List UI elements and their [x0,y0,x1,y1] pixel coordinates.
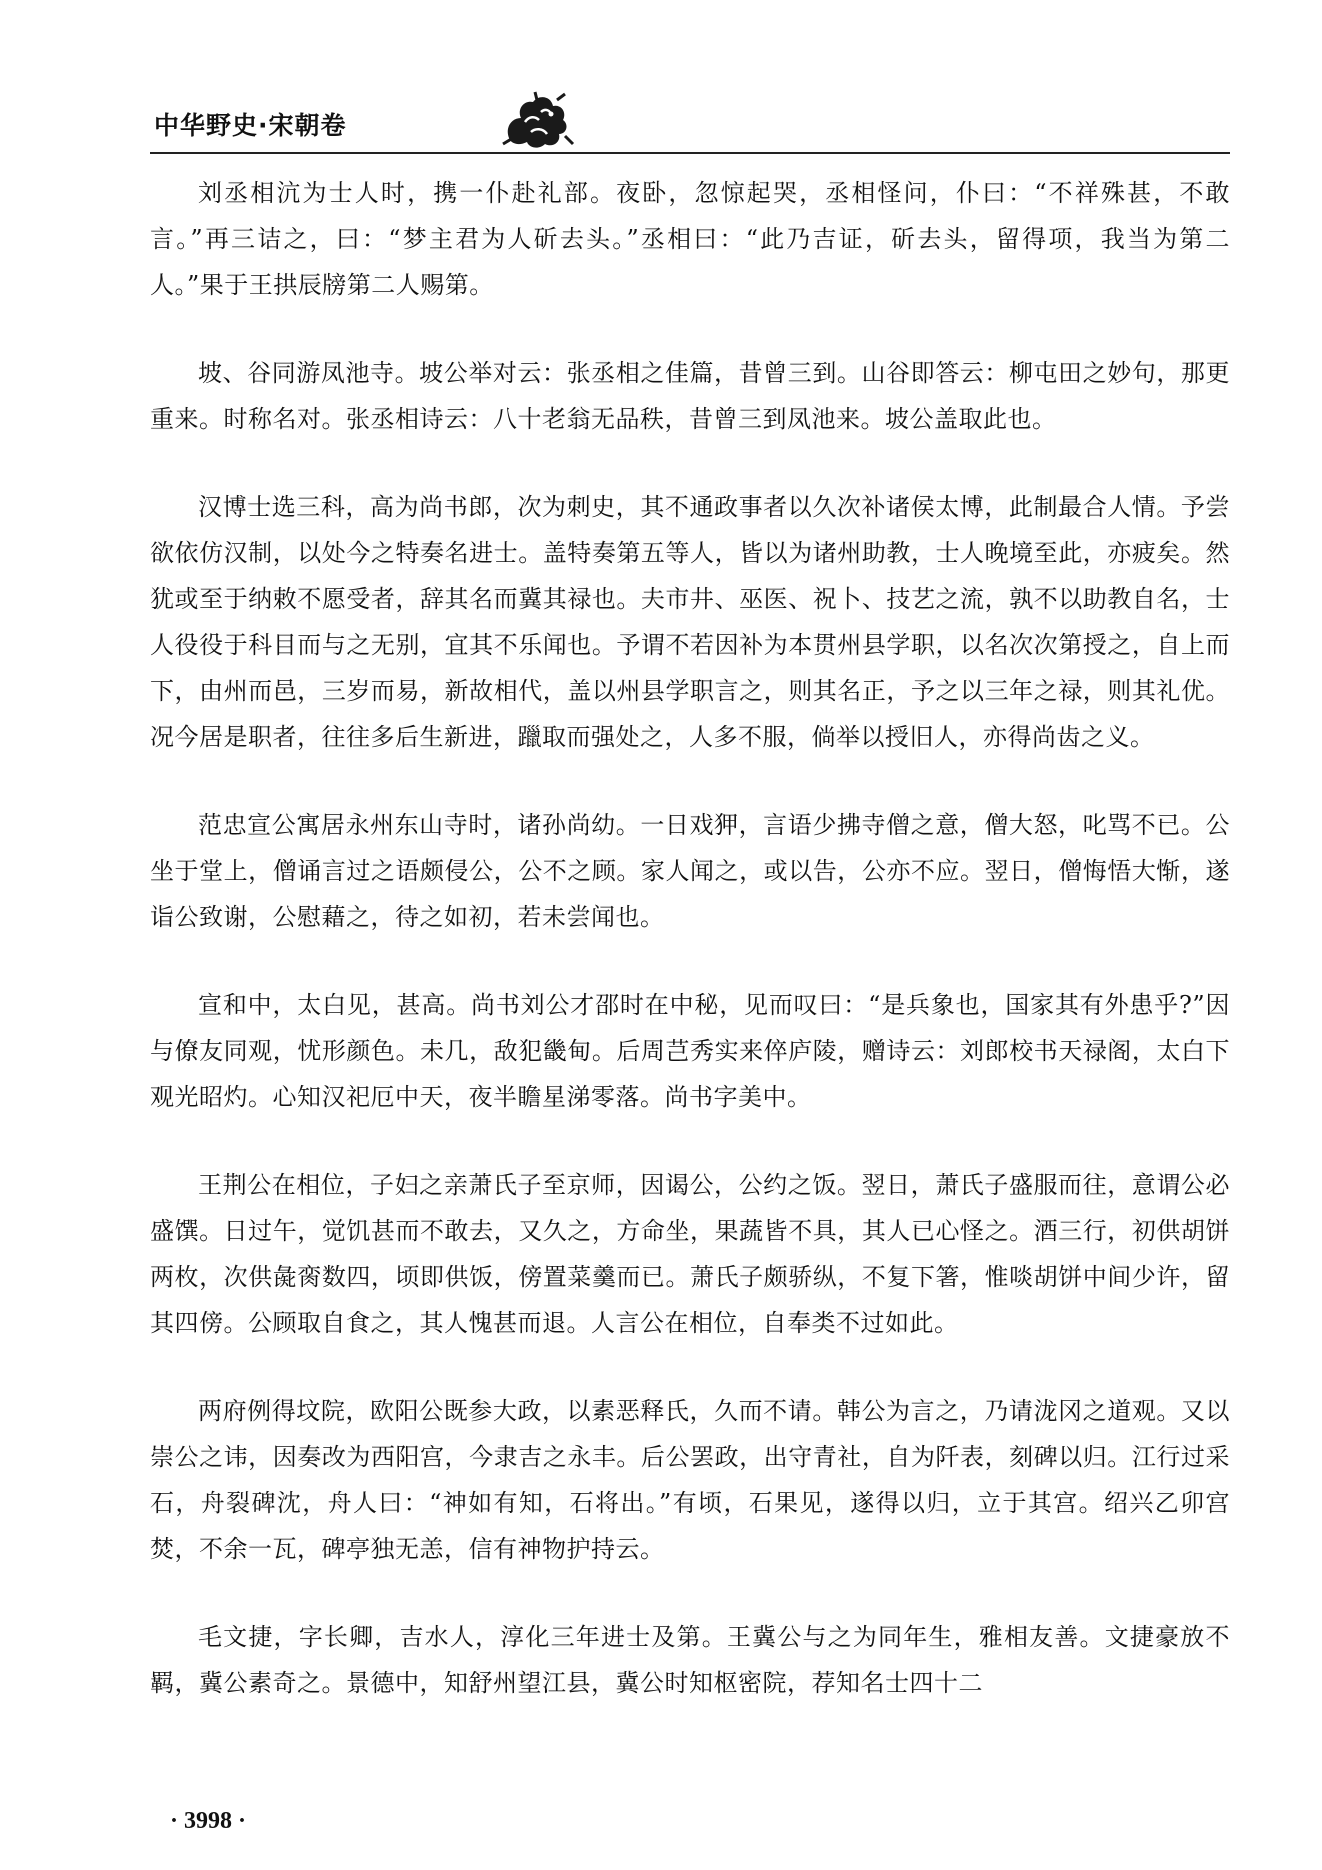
main-text [150,170,1230,1748]
paragraph: 王荆公在相位，子妇之亲萧氏子至京师，因谒公，公约之饭。翌日，萧氏子盛服而往，意谓公必盛馔。日过午，觉饥甚而不敢去，又久之，方命坐，果蔬皆不具，其人已心怪之。酒三行，初供胡饼两枚，次供彘脔数四，顷即供饭，傍置菜羹而已。萧氏子颇骄纵，不复下箸，惟啖胡饼中间少许，留其四傍。公顾取自食之，其人愧甚而退。人言公在相位，自奉类不过如此。 [150,1171,1230,1337]
paragraph: 坡、谷同游凤池寺。坡公举对云：张丞相之佳篇，昔曾三到。山谷即答云：柳屯田之妙句，那更重来。时称名对。张丞相诗云：八十老翁无品秩，昔曾三到凤池来。坡公盖取此也。 [150,359,1230,433]
paragraph: 宣和中，太白见，甚高。尚书刘公才邵时在中秘，见而叹曰：“是兵象也，国家其有外患乎?”因与僚友同观，忧形颜色。未几，敌犯畿甸。后周芑秀实来倅庐陵，赠诗云：刘郎校书天禄阁，太白下观光昭灼。心知汉祀厄中天，夜半瞻星涕零落。尚书字美中。 [150,991,1230,1111]
running-header-title: 中华野史·宋朝卷 [154,111,347,140]
page-number: · 3998 · [170,1808,247,1834]
dragon-emblem-icon [495,88,575,152]
paragraph: 范忠宣公寓居永州东山寺时，诸孙尚幼。一日戏狎，言语少拂寺僧之意，僧大怒，叱骂不已。公坐于堂上，僧诵言过之语颇侵公，公不之顾。家人闻之，或以告，公亦不应。翌日，僧悔悟大惭，遂诣公致谢，公慰藉之，待之如初，若未尝闻也。 [150,811,1230,931]
paragraph: 刘丞相沆为士人时，携一仆赴礼部。夜卧，忽惊起哭，丞相怪问，仆曰：“不祥殊甚，不敢言。”再三诘之，曰：“梦主君为人斫去头。”丞相曰：“此乃吉证，斫去头，留得项，我当为第二人。”果于王拱辰牓第二人赐第。 [150,179,1230,299]
paragraph: 汉博士选三科，高为尚书郎，次为刺史，其不通政事者以久次补诸侯太博，此制最合人情。予尝欲依仿汉制，以处今之特奏名进士。盖特奏第五等人，皆以为诸州助教，士人晚境至此，亦疲矣。然犹或至于纳敕不愿受者，辞其名而冀其禄也。夫市井、巫医、祝卜、技艺之流，孰不以助教自名，士人役役于科目而与之无别，宜其不乐闻也。予谓不若因补为本贯州县学职，以名次次第授之，自上而下，由州而邑，三岁而易，新故相代，盖以州县学职言之，则其名正，予之以三年之禄，则其礼优。况今居是职者，往往多后生新进，躐取而强处之，人多不服，倘举以授旧人，亦得尚齿之义。 [150,493,1230,751]
paragraph: 毛文捷，字长卿，吉水人，淳化三年进士及第。王冀公与之为同年生，雅相友善。文捷豪放不羁，冀公素奇之。景德中，知舒州望江县，冀公时知枢密院，荐知名士四十二 [150,1623,1230,1697]
header-divider [150,152,1230,154]
running-header [150,88,1230,158]
paragraph: 两府例得坟院，欧阳公既参大政，以素恶释氏，久而不请。韩公为言之，乃请泷冈之道观。又以崇公之讳，因奏改为西阳宫，今隶吉之永丰。后公罢政，出守青社，自为阡表，刻碑以归。江行过采石，舟裂碑沈，舟人曰：“神如有知，石将出。”有顷，石果见，遂得以归，立于其宫。绍兴乙卯宫焚，不余一瓦，碑亭独无恙，信有神物护持云。 [150,1397,1230,1563]
